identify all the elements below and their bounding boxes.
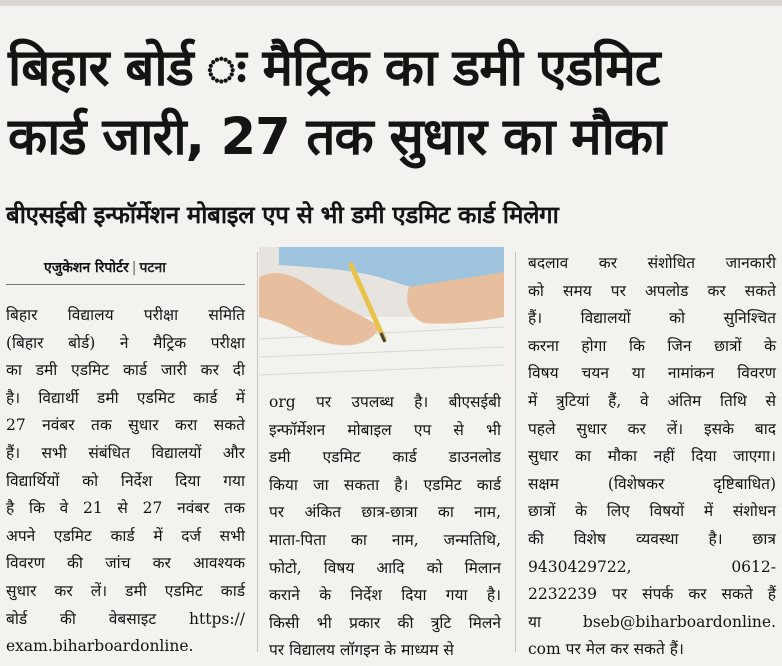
subheadline: बीएसईबी इन्फॉर्मेशन मोबाइल एप से भी डमी एडमिट कार्ड मिलेगा [6, 201, 559, 229]
column3-line: 9430429722, 0612- [528, 557, 776, 576]
column2-line: पर विद्यालय लॉगइन के माध्यम से [269, 641, 454, 660]
column3-line: com पर मेल कर सकते हैं। [528, 640, 684, 659]
column1-line: अपने एडमिट कार्ड में दर्ज सभी [6, 526, 245, 545]
column2-line: कराने के निर्देश दिया गया है। [269, 586, 501, 605]
photo-illustration [259, 247, 504, 382]
byline-city: पटना [139, 260, 166, 276]
headline-line-1: बिहार बोर्ड ः मैट्रिक का डमी एडमिट [8, 39, 660, 98]
headline-line-2: कार्ड जारी, 27 तक सुधार का मौका [8, 108, 666, 167]
column3-line: करना होगा कि जिन छात्रों के [528, 336, 776, 355]
column1-line: विद्यार्थियों को निर्देश दिया गया [6, 471, 245, 490]
column1-line: (बिहार बोर्ड) ने मैट्रिक परीक्षा [6, 333, 245, 352]
column3-line: को समय पर अपलोड कर सकते [528, 281, 776, 300]
column1-line: है कि वे 21 से 27 नवंबर तक [6, 499, 245, 518]
column2-line: डमी एडमिट कार्ड डाउनलोड [269, 448, 501, 467]
column-divider-1 [257, 252, 258, 652]
column1-line: है। विद्यार्थी डमी एडमिट कार्ड में [6, 388, 245, 407]
column3-line: हैं। विद्यालयों को सुनिश्चित [528, 309, 776, 328]
article-column-1 [6, 302, 245, 661]
column1-line: बिहार विद्यालय परीक्षा समिति [6, 306, 245, 324]
headline [8, 34, 774, 172]
column2-line: पर अंकित छात्र-छात्रा का नाम, [269, 503, 501, 522]
column3-line: सक्षम (विशेषकर दृष्टिबाधित) [528, 474, 776, 493]
column3-line: विषय चयन या नामांकन विवरण [528, 364, 776, 383]
column1-line: सुधार कर लें। डमी एडमिट कार्ड [6, 581, 245, 600]
column2-line: फोटो, विषय आदि को मिलान [269, 558, 501, 577]
student-writing-exam-photo [259, 247, 504, 382]
column2-line: किसी भी प्रकार की त्रुटि मिलने [269, 613, 501, 632]
article-column-3 [528, 250, 776, 664]
column3-line: की विशेष व्यवस्था है। छात्र [528, 529, 776, 548]
column3-line: बदलाव कर संशोधित जानकारी [528, 254, 776, 272]
byline-rule [6, 284, 245, 285]
column1-line: exam.biharboardonline. [6, 637, 194, 656]
column2-line: इन्फॉर्मेशन मोबाइल एप से भी [269, 420, 501, 439]
column1-line: विवरण की जांच कर आवश्यक [6, 554, 245, 573]
byline-separator: | [131, 260, 137, 276]
column3-line: पहले सुधार कर लें। इसके बाद [528, 419, 776, 438]
column2-line: किया जा सकता है। एडमिट कार्ड [269, 475, 501, 494]
column-divider-2 [515, 252, 516, 652]
column3-line: छात्रों के लिए विषयों में संशोधन [528, 502, 776, 521]
column1-line: हैं। सभी संबंधित विद्यालयों और [6, 443, 245, 462]
column1-line: बोर्ड की वेबसाइट https:// [6, 609, 245, 628]
column3-line: 2232239 पर संपर्क कर सकते हैं [528, 585, 776, 604]
column2-line: माता-पिता का नाम, जन्मतिथि, [269, 530, 501, 549]
column3-line: सुधार का मौका नहीं दिया जाएगा। [528, 447, 776, 466]
byline-reporter: एजुकेशन रिपोर्टर [44, 260, 129, 276]
top-rule [0, 0, 782, 6]
byline [44, 258, 166, 277]
column1-line: 27 नवंबर तक सुधार करा सकते [6, 416, 245, 435]
column1-line: का डमी एडमिट कार्ड जारी कर दी [6, 361, 245, 380]
column2-line: org पर उपलब्ध है। बीएसईबी [269, 393, 501, 411]
article-column-2 [269, 389, 501, 665]
column3-line: या bseb@biharboardonline. [528, 612, 776, 631]
column3-line: में त्रुटियां हैं, वे अंतिम तिथि से [528, 391, 776, 410]
